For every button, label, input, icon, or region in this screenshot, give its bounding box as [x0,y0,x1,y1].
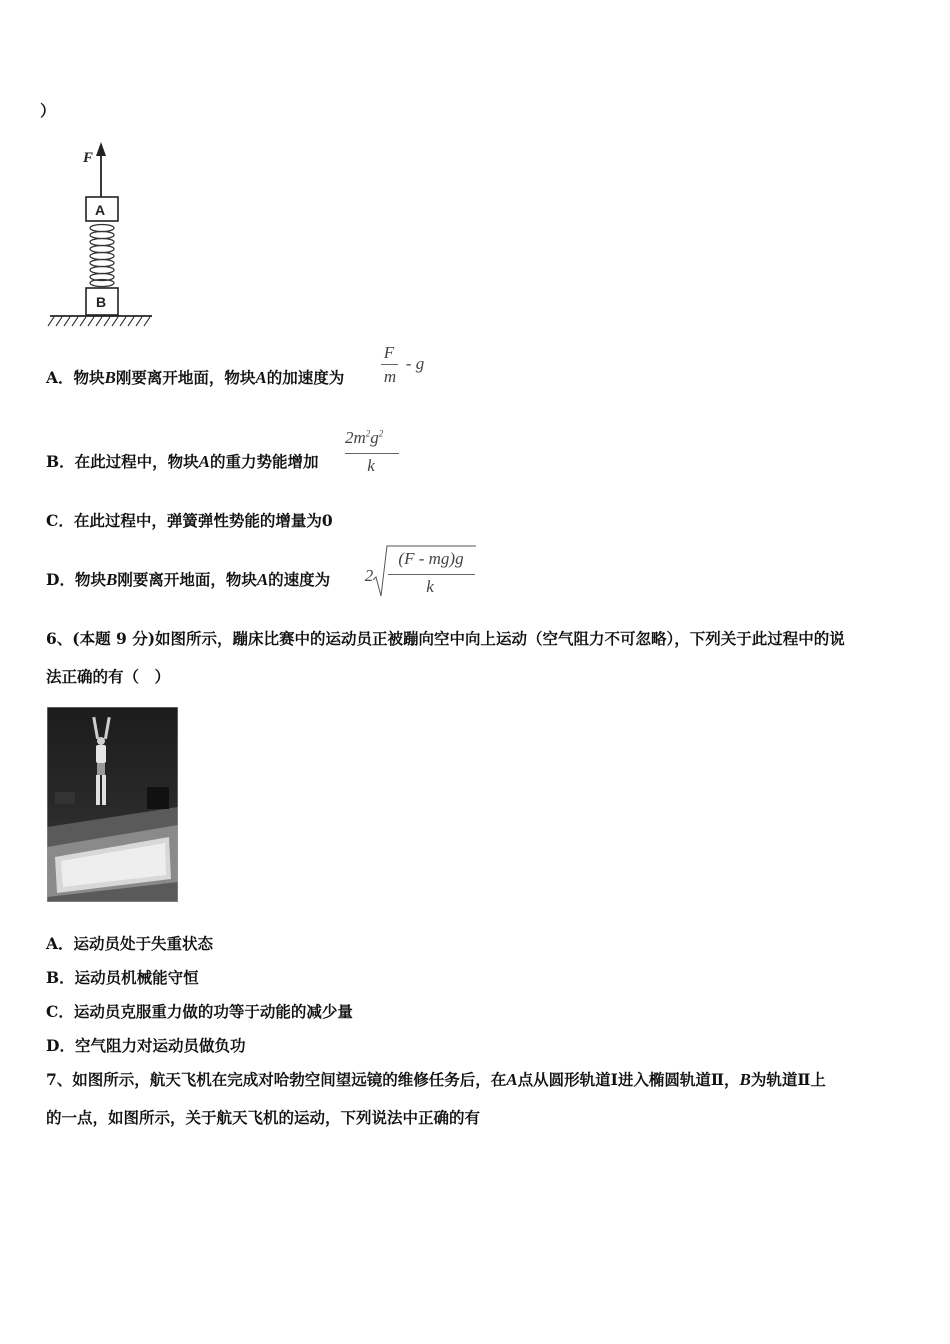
q6-option-c: C．运动员克服重力做的功等于动能的减少量 [46,1002,353,1021]
q5-option-b: B．在此过程中，物块A的重力势能增加 [46,452,319,471]
q5-option-d: D．物块B刚要离开地面，物块A的速度为 [46,570,331,589]
q5-option-a: A．物块B刚要离开地面，物块A的加速度为 [46,368,345,387]
q6-stem-line2: 法正确的有（ ） [46,667,171,686]
force-label: F [83,150,94,166]
q6-option-a: A．运动员处于失重状态 [46,934,214,953]
q7-stem-line1: 7、如图所示，航天飞机在完成对哈勃空间望远镜的维修任务后，在A点从圆形轨道I进入椭圆轨道Ⅱ，B为轨道Ⅱ上 [46,1070,826,1089]
q5-option-c: C．在此过程中，弹簧弹性势能的增量为0 [46,511,333,530]
block-a-label: A [95,202,106,218]
q6-option-d: D．空气阻力对运动员做负功 [46,1036,246,1055]
trampoline-photo [47,707,178,902]
block-b-label: B [96,294,107,310]
leading-paren: ） [40,101,56,120]
q7-stem-line2: 的一点，如图所示，关于航天飞机的运动，下列说法中正确的有 [46,1108,481,1127]
q6-option-b: B．运动员机械能守恒 [46,968,199,987]
q6-stem-line1: 6、(本题 9 分)如图所示，蹦床比赛中的运动员正被蹦向空中向上运动（空气阻力不可忽略），下列关于此过程中的说 [46,629,845,648]
spring-block-figure [40,138,160,333]
